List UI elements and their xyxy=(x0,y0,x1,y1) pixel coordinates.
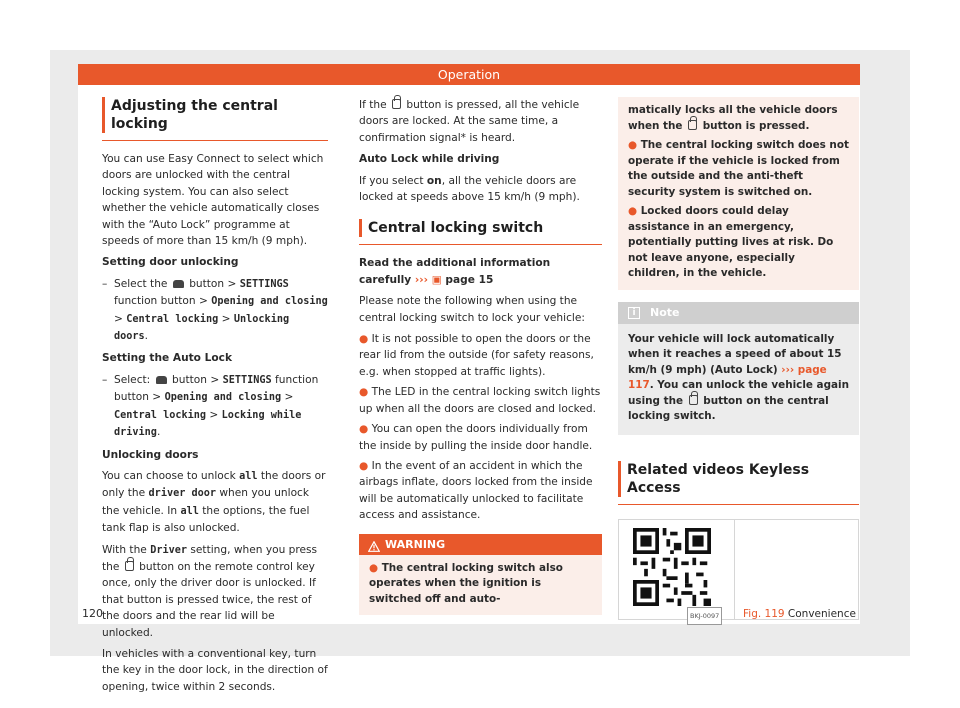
list-item: ● The central locking switch does not operate if the vehicle is locked from the outside and the anti-theft security system is switched on. xyxy=(628,139,849,198)
option-all: all xyxy=(239,470,258,482)
text: the doors or only the xyxy=(102,469,326,500)
lock-icon xyxy=(392,99,401,109)
unlock-icon xyxy=(125,561,134,571)
heading-underline xyxy=(618,504,859,505)
list-item: ● In the event of an accident in which the airbags inflate, doors locked from the inside will be automatically unlocked to facilitate access and assistance. xyxy=(359,459,593,522)
step-text: function button > xyxy=(114,373,319,404)
step-text: Select the xyxy=(114,277,168,290)
section-heading-related: Related videos Keyless Access xyxy=(618,461,859,497)
text: button is pressed, all the vehicle doors are locked. At the same time, a confirmation signal* is heard. xyxy=(359,99,580,144)
unlock-doors-title: Unlocking doors xyxy=(102,448,199,461)
heading-underline xyxy=(359,244,602,245)
section-heading-switch: Central locking switch xyxy=(359,219,602,237)
menu-central-locking: Central locking xyxy=(114,409,207,421)
list-item: ● The LED in the central locking switch lights up when all the doors are closed and locked. xyxy=(359,386,601,415)
figure-caption xyxy=(743,606,856,622)
read-more xyxy=(359,255,602,288)
text: , all the vehicle doors are locked at speeds above 15 km/h (9 mph). xyxy=(359,174,580,204)
unlock-icon xyxy=(689,395,698,405)
warning-header xyxy=(359,534,602,555)
intro-paragraph: You can use Easy Connect to select which doors are unlocked with the central locking system. You can also select whether the vehicle automatically closes with the “Auto Lock” programme at speeds of more than 15 km/h (9 mph). xyxy=(102,153,324,248)
read-ref-link[interactable]: page 15 xyxy=(445,273,494,286)
info-icon: i xyxy=(628,307,640,319)
text: Read the additional information carefully xyxy=(359,257,551,286)
menu-opening-closing: Opening and closing xyxy=(164,392,282,404)
auto-lock-driving-title: Auto Lock while driving xyxy=(359,153,500,166)
auto-lock-driving-paragraph xyxy=(359,173,602,206)
door-unlock-title: Setting door unlocking xyxy=(102,256,239,269)
book-icon: ▣ xyxy=(431,273,442,286)
text: If the xyxy=(359,99,387,111)
note-intro: Please note the following when using the central locking switch to lock your vehicle: xyxy=(359,295,585,324)
car-icon xyxy=(156,376,167,384)
settings-label: SETTINGS xyxy=(239,278,289,290)
list-item: ● It is not possible to open the doors or the rear lid from the outside (for safety reasons, e.g. when stopped at traffic lights). xyxy=(359,333,594,378)
figure-box xyxy=(618,519,859,620)
text: You can choose to unlock xyxy=(102,469,236,482)
figure-caption-text: Convenience xyxy=(787,607,856,620)
step-text: button > xyxy=(172,373,220,386)
column-right xyxy=(618,97,859,620)
section-heading-adjusting: Adjusting the central locking xyxy=(102,97,328,133)
unlock-paragraph xyxy=(102,468,328,537)
heading-underline xyxy=(102,140,328,141)
driver-paragraph xyxy=(102,542,328,641)
text: With the xyxy=(102,543,147,556)
car-icon xyxy=(173,280,184,288)
menu-opening-closing: Opening and closing xyxy=(211,296,328,308)
note-body: Your vehicle will lock automatically when it reaches a speed of about 15 km/h (9 mph) (Auto Lock) ››› page 117. You can unlock the vehicle again using the button on the central locking switch. xyxy=(628,332,849,422)
warning-box-continued xyxy=(618,97,859,290)
text: button on the remote control key once, only the driver door is unlocked. If that button is pressed twice, the rest of the doors and the rear lid will be unlocked. xyxy=(102,560,316,639)
list-item: ● You can open the doors individually from the inside by pulling the inside door handle. xyxy=(359,423,593,452)
warning-body: ● The central locking switch also operates when the ignition is switched off and auto- xyxy=(369,561,563,605)
warning-label: WARNING xyxy=(385,537,446,551)
note-ref-link[interactable]: page 117 xyxy=(628,363,827,391)
text: setting, when you press the xyxy=(102,543,318,573)
menu-central-locking: Central locking xyxy=(126,313,219,325)
text: the options, the fuel tank flap is also unlocked. xyxy=(102,504,310,535)
option-driver: Driver xyxy=(150,544,187,556)
figure-divider xyxy=(734,520,735,619)
door-unlock-step: – Select the button > SETTINGS function button > Opening and closing > Central locking > Unlocking doors. xyxy=(102,276,328,346)
qr-code-image[interactable] xyxy=(631,528,713,606)
lock-icon xyxy=(688,120,697,130)
ref-arrow-icon: ››› xyxy=(781,363,795,376)
menu-unlocking-doors: Unlocking doors xyxy=(114,313,290,343)
step-text: Select: xyxy=(114,373,151,386)
warning-body: matically locks all the vehicle doors when the button is pressed. ● The central locking switch does not operate if the vehicle is locked from the outside and the anti-theft security system is switched on. ● Locked doors could delay assistance in an emergency, potentially putting lives at risk. Do not leave anyone, especially children, in the vehicle. xyxy=(618,97,859,290)
page-number: 120 xyxy=(82,607,103,620)
header-bar: Operation xyxy=(78,64,860,85)
text: If you select xyxy=(359,174,424,187)
column-left xyxy=(102,97,328,700)
step-text: button > xyxy=(189,277,237,290)
option-all: all xyxy=(180,505,199,517)
lock-button-paragraph xyxy=(359,97,602,146)
menu-locking-while-driving: Locking while driving xyxy=(114,409,302,439)
text: when you unlock the vehicle. In xyxy=(102,487,310,517)
warning-box xyxy=(359,534,602,616)
conventional-key-paragraph: In vehicles with a conventional key, turn the key in the door lock, in the direction of opening, twice within 2 seconds. xyxy=(102,647,328,693)
warning-triangle-icon xyxy=(368,538,380,559)
figure-label: Fig. 119 xyxy=(743,607,785,620)
qr-code-label: BKJ-0097 xyxy=(687,607,722,625)
option-driver-door: driver door xyxy=(148,488,217,500)
auto-lock-step: – Select: button > SETTINGS function button > Opening and closing > Central locking > Locking while driving. xyxy=(102,372,328,442)
ref-arrow-icon: ››› xyxy=(414,273,428,286)
list-item: ● Locked doors could delay assistance in an emergency, potentially putting lives at risk. Do not leave anyone, especially children, in the vehicle. xyxy=(628,205,834,279)
auto-lock-title: Setting the Auto Lock xyxy=(102,352,232,365)
note-label: Note xyxy=(650,305,680,319)
note-header xyxy=(618,302,859,324)
step-text: function button > xyxy=(114,295,208,308)
settings-label: SETTINGS xyxy=(222,374,272,386)
note-box xyxy=(618,302,859,435)
option-on: on xyxy=(426,174,442,187)
related-videos xyxy=(618,461,859,620)
column-middle xyxy=(359,97,602,615)
